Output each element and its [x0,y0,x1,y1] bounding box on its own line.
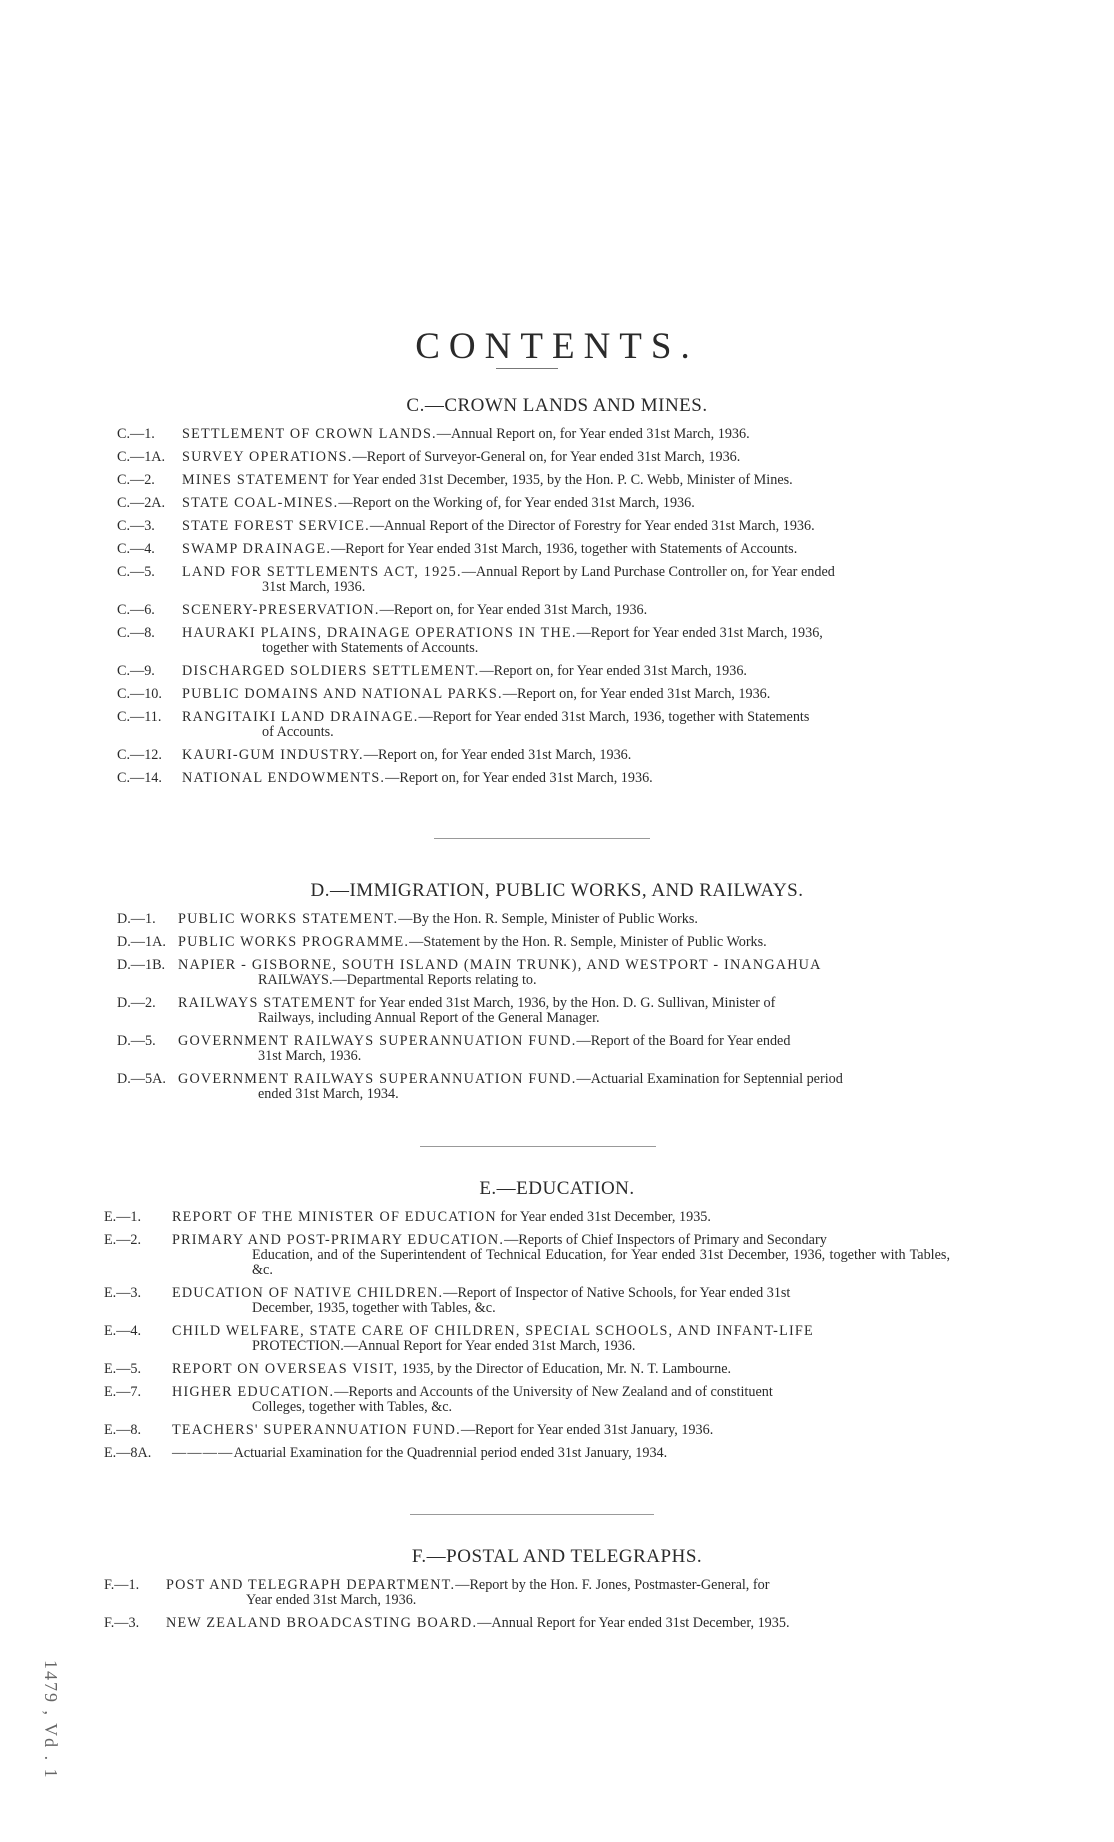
entry-code: D.—1A. [117,934,166,950]
entry-list [104,1210,950,1461]
toc-entry [117,912,958,927]
entry-description: —Statement by the Hon. R. Semple, Minister of Public Works. [409,934,767,950]
toc-entry [104,1233,950,1278]
entry-description: —Report for Year ended 31st March, 1936, together with Statements [418,709,810,725]
entry-code: D.—5. [117,1033,156,1049]
entry-text [172,1210,950,1225]
entry-continuation: together with Statements of Accounts. [262,640,479,656]
entry-continuation: Railways, including Annual Report of the General Manager. [258,1010,600,1026]
toc-entry [117,748,960,763]
entry-text [172,1233,950,1278]
entry-description: —Report by the Hon. F. Jones, Postmaster-General, for [455,1577,770,1593]
entry-text [182,710,960,740]
entry-code: E.—7. [104,1384,142,1400]
entry-title: POST AND TELEGRAPH DEPARTMENT. [166,1577,456,1593]
entry-title: PUBLIC DOMAINS AND NATIONAL PARKS. [182,686,503,702]
entry-code: C.—11. [117,709,162,725]
entry-description: —Report of the Board for Year ended [576,1033,791,1049]
entry-text [182,565,960,595]
entry-continuation: Year ended 31st March, 1936. [246,1592,417,1608]
toc-entry [117,958,958,988]
toc-entry [117,496,960,511]
entry-description: —Report for Year ended 31st January, 1936. [460,1422,714,1438]
entry-code: C.—8. [117,625,155,641]
section-heading: E.—EDUCATION. [479,1178,635,1199]
toc-entry [104,1578,950,1608]
entry-code: C.—1A. [117,449,166,465]
section-divider [410,1514,654,1515]
section-heading: F.—POSTAL AND TELEGRAPHS. [411,1546,703,1567]
side-stamp: 1479 , Vd . 1 [41,1660,61,1780]
entry-title: HIGHER EDUCATION. [172,1384,335,1400]
entry-continuation: RAILWAYS.—Departmental Reports relating to. [258,972,537,988]
entry-title: KAURI-GUM INDUSTRY. [182,747,364,763]
entry-title: RANGITAIKI LAND DRAINAGE. [182,709,419,725]
toc-entry [104,1286,950,1316]
entry-description: —By the Hon. R. Semple, Minister of Public Works. [398,911,698,927]
entry-code: D.—5A. [117,1071,166,1087]
entry-list [117,912,958,1102]
entry-title: SCENERY-PRESERVATION. [182,602,380,618]
entry-description: —Report of Inspector of Native Schools, for Year ended 31st [443,1285,791,1301]
section-heading: C.—CROWN LANDS AND MINES. [406,395,708,416]
entry-description: —Annual Report of the Director of Forestry for Year ended 31st March, 1936. [369,518,815,534]
section-d [0,880,1114,1110]
entry-code: E.—8. [104,1422,142,1438]
page-title: CONTENTS. [415,325,699,367]
entry-text [182,496,960,511]
entry-description: for Year ended 31st December, 1935, by the Hon. P. C. Webb, Minister of Mines. [329,472,793,488]
entry-continuation: Education, and of the Superintendent of Technical Education, for Year ended 31st December, 1936, together with Tables, &c. [252,1247,950,1278]
toc-entry [117,710,960,740]
entry-text [182,687,960,702]
entry-description: —Report for Year ended 31st March, 1936, together with Statements of Accounts. [331,541,798,557]
section-f [0,1546,1114,1639]
entry-title: GOVERNMENT RAILWAYS SUPERANNUATION FUND. [178,1071,577,1087]
entry-description: —Reports of Chief Inspectors of Primary and Secondary [504,1232,827,1248]
toc-entry [117,565,960,595]
toc-entry [117,626,960,656]
toc-entry [117,603,960,618]
entry-code: C.—14. [117,770,162,786]
toc-entry [117,996,958,1026]
entry-list [104,1578,950,1631]
entry-code: E.—4. [104,1323,142,1339]
entry-text [182,664,960,679]
toc-entry [104,1385,950,1415]
toc-entry [117,450,960,465]
toc-entry [117,935,958,950]
entry-code: C.—5. [117,564,155,580]
entry-code: C.—9. [117,663,155,679]
entry-title: TEACHERS' SUPERANNUATION FUND. [172,1422,461,1438]
entry-description: —Report for Year ended 31st March, 1936, [576,625,823,641]
entry-title: REPORT OF THE MINISTER OF EDUCATION [172,1209,497,1225]
entry-code: C.—10. [117,686,162,702]
entry-title: CHILD WELFARE, STATE CARE OF CHILDREN, SPECIAL SCHOOLS, AND INFANT-LIFE [172,1323,814,1339]
entry-text [182,626,960,656]
entry-text [178,1034,958,1064]
toc-entry [117,664,960,679]
entry-title: MINES STATEMENT [182,472,330,488]
entry-code: E.—3. [104,1285,142,1301]
entry-title: SURVEY OPERATIONS. [182,449,353,465]
toc-entry [117,1034,958,1064]
entry-description: —Report on, for Year ended 31st March, 1936. [385,770,653,786]
entry-code: E.—5. [104,1361,142,1377]
entry-title: LAND FOR SETTLEMENTS ACT, 1925. [182,564,462,580]
entry-text [178,958,958,988]
entry-description: —Report on, for Year ended 31st March, 1936. [479,663,747,679]
entry-text [166,1578,950,1608]
entry-text [166,1616,950,1631]
entry-title: ———— [172,1445,234,1461]
entry-text [172,1362,950,1377]
entry-text [172,1446,950,1461]
entry-code: C.—4. [117,541,155,557]
section-heading: D.—IMMIGRATION, PUBLIC WORKS, AND RAILWAYS. [310,880,804,901]
entry-continuation: ended 31st March, 1934. [258,1086,399,1102]
entry-text [178,935,958,950]
entry-text [178,912,958,927]
entry-title: NEW ZEALAND BROADCASTING BOARD. [166,1615,478,1631]
entry-description: for Year ended 31st March, 1936, by the Hon. D. G. Sullivan, Minister of [355,995,776,1011]
entry-description: —Report on, for Year ended 31st March, 1936. [363,747,632,763]
entry-title: DISCHARGED SOLDIERS SETTLEMENT. [182,663,480,679]
toc-entry [117,542,960,557]
entry-title: HAURAKI PLAINS, DRAINAGE OPERATIONS IN THE. [182,625,577,641]
entry-text [172,1423,950,1438]
entry-title: NAPIER - GISBORNE, SOUTH ISLAND (MAIN TRUNK), AND WESTPORT - INANGAHUA [178,957,822,973]
entry-description: —Annual Report on, for Year ended 31st March, 1936. [436,426,750,442]
entry-continuation: PROTECTION.—Annual Report for Year ended 31st March, 1936. [252,1338,636,1354]
entry-code: E.—8A. [104,1445,152,1461]
entry-title: STATE COAL-MINES. [182,495,339,511]
entry-title: REPORT ON OVERSEAS VISIT, [172,1361,399,1377]
toc-entry [104,1210,950,1225]
toc-entry [104,1324,950,1354]
entry-code: C.—2. [117,472,155,488]
entry-text [182,603,960,618]
entry-description: —Annual Report by Land Purchase Controller on, for Year ended [461,564,835,580]
entry-code: E.—2. [104,1232,142,1248]
entry-continuation: Colleges, together with Tables, &c. [252,1399,453,1415]
toc-entry [117,1072,958,1102]
entry-description: —Report on, for Year ended 31st March, 1936. [379,602,648,618]
entry-description: —Actuarial Examination for Septennial period [576,1071,843,1087]
entry-code: C.—6. [117,602,155,618]
entry-text [172,1324,950,1354]
entry-text [178,996,958,1026]
entry-description: —Reports and Accounts of the University of New Zealand and of constituent [334,1384,773,1400]
entry-code: C.—2A. [117,495,166,511]
toc-entry [104,1446,950,1461]
entry-code: F.—3. [104,1615,140,1631]
toc-entry [117,519,960,534]
section-divider [434,838,650,839]
entry-text [172,1385,950,1415]
toc-entry [117,473,960,488]
entry-code: C.—3. [117,518,155,534]
entry-text [182,519,960,534]
entry-title: RAILWAYS STATEMENT [178,995,356,1011]
entry-title: STATE FOREST SERVICE. [182,518,370,534]
entry-text [172,1286,950,1316]
entry-title: PUBLIC WORKS PROGRAMME. [178,934,410,950]
section-divider [420,1146,656,1147]
entry-title: SETTLEMENT OF CROWN LANDS. [182,426,437,442]
toc-entry [117,687,960,702]
entry-title: GOVERNMENT RAILWAYS SUPERANNUATION FUND. [178,1033,577,1049]
entry-description: —Report on the Working of, for Year ended 31st March, 1936. [338,495,695,511]
toc-entry [104,1362,950,1377]
entry-continuation: 31st March, 1936. [262,579,366,595]
entry-text [182,771,960,786]
entry-text [182,473,960,488]
entry-title: NATIONAL ENDOWMENTS. [182,770,386,786]
entry-description: for Year ended 31st December, 1935. [496,1209,711,1225]
entry-description: —Report of Surveyor-General on, for Year ended 31st March, 1936. [352,449,741,465]
section-e [0,1178,1114,1469]
title-rule [496,368,558,369]
entry-list [117,427,960,786]
section-c [0,395,1114,794]
entry-code: F.—1. [104,1577,140,1593]
entry-title: PUBLIC WORKS STATEMENT. [178,911,399,927]
entry-title: PRIMARY AND POST-PRIMARY EDUCATION. [172,1232,505,1248]
entry-text [182,427,960,442]
entry-description: Actuarial Examination for the Quadrennial period ended 31st January, 1934. [233,1445,668,1461]
entry-text [182,450,960,465]
entry-text [182,542,960,557]
entry-text [178,1072,958,1102]
toc-entry [104,1423,950,1438]
entry-continuation: December, 1935, together with Tables, &c. [252,1300,496,1316]
entry-code: D.—1. [117,911,156,927]
entry-description: —Report on, for Year ended 31st March, 1936. [502,686,771,702]
toc-entry [104,1616,950,1631]
entry-code: D.—2. [117,995,156,1011]
entry-code: C.—12. [117,747,162,763]
entry-title: EDUCATION OF NATIVE CHILDREN. [172,1285,444,1301]
entry-title: SWAMP DRAINAGE. [182,541,332,557]
toc-entry [117,427,960,442]
entry-description: 1935, by the Director of Education, Mr. N. T. Lambourne. [398,1361,732,1377]
entry-continuation: of Accounts. [262,724,334,740]
entry-code: D.—1B. [117,957,166,973]
entry-code: C.—1. [117,426,155,442]
entry-description: —Annual Report for Year ended 31st December, 1935. [477,1615,790,1631]
toc-entry [117,771,960,786]
entry-text [182,748,960,763]
entry-continuation: 31st March, 1936. [258,1048,362,1064]
entry-code: E.—1. [104,1209,142,1225]
